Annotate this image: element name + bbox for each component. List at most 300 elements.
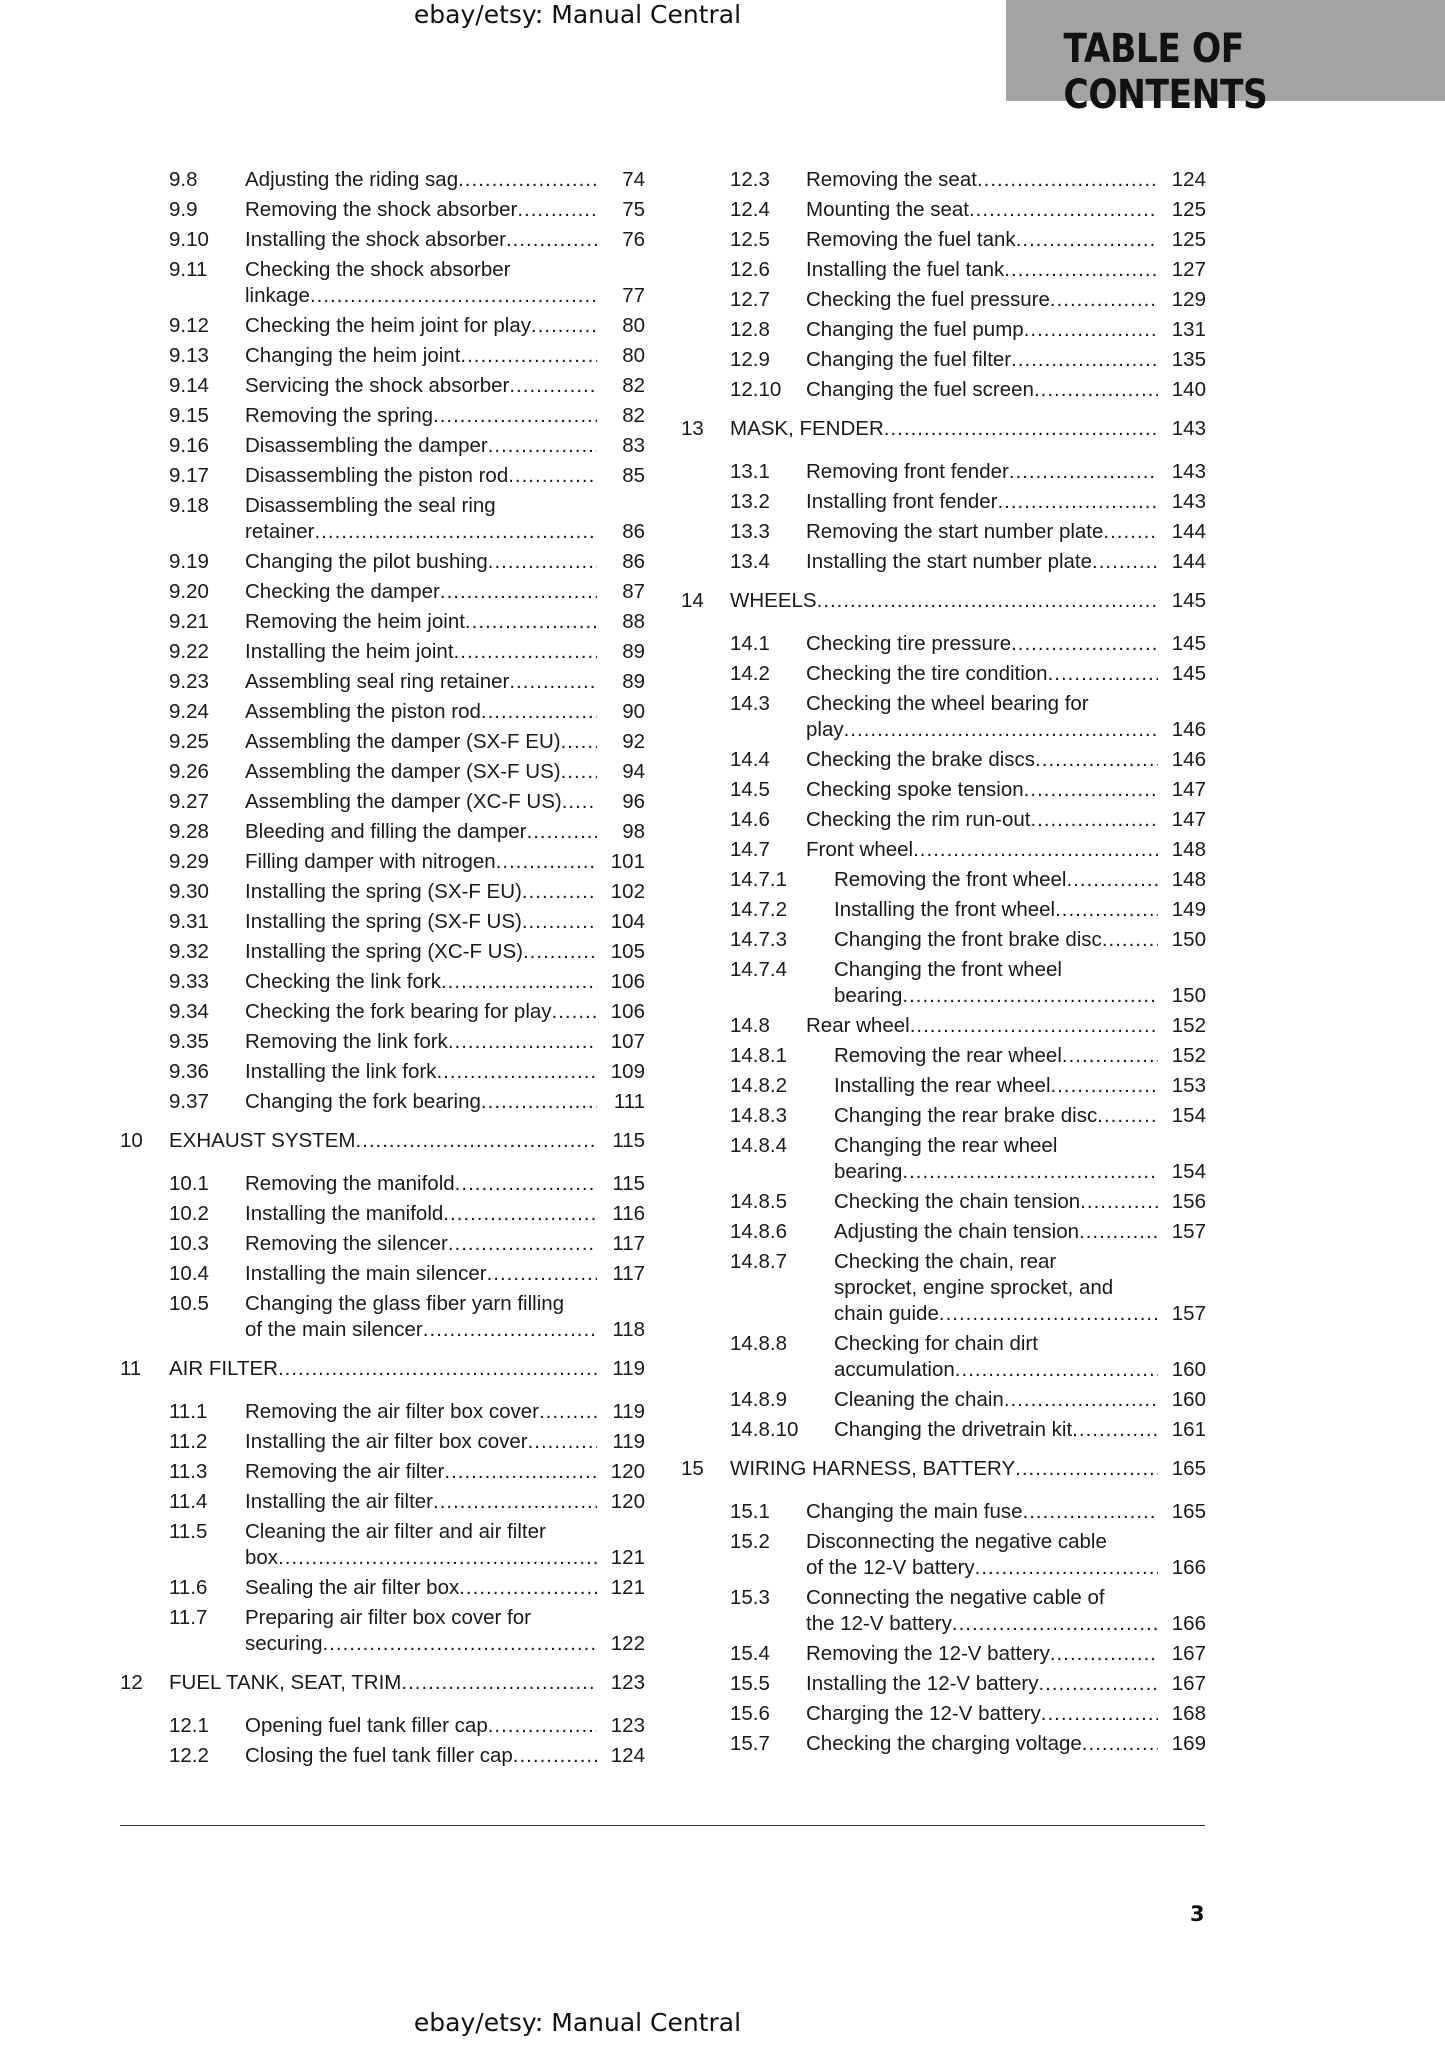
dot-leader (997, 489, 1158, 515)
toc-entry-number: 14.7 (730, 838, 770, 861)
toc-entry-title: Installing the air filter box cover (245, 1430, 528, 1453)
toc-entry[interactable] (120, 343, 645, 369)
dot-leader (1009, 459, 1158, 485)
dot-leader (508, 463, 597, 489)
dot-leader (401, 1670, 597, 1696)
toc-entry[interactable] (681, 519, 1206, 545)
toc-entry[interactable] (120, 1489, 645, 1515)
toc-chapter-entry[interactable] (681, 1456, 1206, 1482)
toc-entry-number: 11 (120, 1357, 142, 1380)
toc-entry-number: 10.3 (169, 1232, 209, 1255)
toc-entry-number: 9.13 (169, 344, 209, 367)
toc-entry[interactable] (120, 1291, 645, 1343)
toc-entry-page: 89 (622, 670, 645, 693)
toc-entry-number: 14.8.3 (730, 1104, 787, 1127)
toc-entry-number: 11.1 (169, 1400, 208, 1423)
toc-entry-title: Changing the fork bearing (245, 1090, 481, 1113)
toc-entry-title: Removing the shock absorber (245, 198, 518, 221)
dot-leader (969, 197, 1158, 223)
dot-leader (552, 999, 597, 1025)
toc-entry-title: MASK, FENDER (730, 417, 884, 440)
toc-entry[interactable] (120, 759, 645, 785)
toc-entry-page: 135 (1171, 348, 1206, 371)
footer-rule (120, 1825, 1205, 1826)
toc-entry-title: Checking the brake discs (806, 748, 1036, 771)
toc-entry-page: 152 (1171, 1044, 1206, 1067)
toc-entry-number: 15.2 (730, 1530, 770, 1553)
toc-entry[interactable] (120, 1605, 645, 1657)
toc-entry-number: 9.24 (169, 700, 209, 723)
toc-entry-title: Removing the air filter box cover (245, 1400, 539, 1423)
toc-left-column (120, 167, 645, 1773)
toc-entry-page: 125 (1171, 198, 1206, 221)
toc-entry[interactable] (120, 879, 645, 905)
toc-entry[interactable] (120, 433, 645, 459)
toc-entry-page: 149 (1171, 898, 1206, 921)
toc-entry[interactable] (120, 1029, 645, 1055)
toc-entry-number: 14.8.2 (730, 1074, 787, 1097)
toc-entry[interactable] (120, 939, 645, 965)
toc-entry-title: Removing the 12-V battery (806, 1642, 1050, 1665)
toc-entry[interactable] (120, 1059, 645, 1085)
toc-entry-number: 14.7.4 (730, 958, 787, 981)
toc-entry-page: 121 (610, 1546, 645, 1569)
toc-entry-title: Changing the pilot bushing (245, 550, 488, 573)
toc-entry-title: Checking the chain, rear (834, 1250, 1057, 1273)
toc-entry-page: 85 (622, 464, 645, 487)
toc-entry-number: 9.18 (169, 494, 209, 517)
toc-entry[interactable] (681, 1331, 1206, 1383)
toc-entry-number: 14.8.5 (730, 1190, 787, 1213)
toc-entry-page: 152 (1171, 1014, 1206, 1037)
toc-entry-number: 9.21 (169, 610, 209, 633)
dot-leader (1055, 897, 1158, 923)
toc-entry-number: 10.5 (169, 1292, 209, 1315)
toc-entry[interactable] (120, 1201, 645, 1227)
toc-entry-title: Cleaning the chain (834, 1388, 1004, 1411)
toc-entry-page: 117 (612, 1232, 645, 1255)
dot-leader (952, 1611, 1158, 1637)
dot-leader (460, 343, 597, 369)
dot-leader (433, 1489, 597, 1515)
toc-entry[interactable] (681, 1387, 1206, 1413)
toc-entry[interactable] (681, 377, 1206, 403)
dot-leader (278, 1545, 597, 1571)
toc-entry-page: 167 (1171, 1642, 1206, 1665)
toc-entry-number: 14.4 (730, 748, 770, 771)
toc-entry[interactable] (120, 1261, 645, 1287)
toc-entry-page: 148 (1171, 838, 1206, 861)
toc-entry-page: 157 (1171, 1220, 1206, 1243)
toc-entry-page: 146 (1171, 718, 1206, 741)
toc-entry-page: 145 (1171, 632, 1206, 655)
toc-entry[interactable] (681, 867, 1206, 893)
dot-leader (509, 373, 597, 399)
toc-entry-page: 150 (1171, 928, 1206, 951)
toc-entry-title: play (806, 718, 844, 741)
toc-entry-number: 10.1 (169, 1172, 209, 1195)
toc-entry-title: Changing the front brake disc (834, 928, 1102, 951)
toc-entry[interactable] (681, 1731, 1206, 1757)
toc-entry-page: 94 (622, 760, 645, 783)
toc-entry[interactable] (681, 459, 1206, 485)
toc-entry-title: Changing the main fuse (806, 1500, 1023, 1523)
toc-entry-title: Installing the rear wheel (834, 1074, 1051, 1097)
toc-entry-page: 121 (610, 1576, 645, 1599)
dot-leader (481, 699, 597, 725)
toc-entry-title: Changing the rear wheel (834, 1134, 1058, 1157)
toc-entry[interactable] (120, 1743, 645, 1769)
toc-entry[interactable] (120, 313, 645, 339)
toc-entry[interactable] (681, 167, 1206, 193)
toc-entry[interactable] (120, 699, 645, 725)
toc-entry[interactable] (681, 807, 1206, 833)
toc-entry-page: 119 (612, 1400, 645, 1423)
dot-leader (902, 1159, 1158, 1185)
toc-entry-page: 118 (612, 1318, 645, 1341)
toc-entry-number: 14.8.10 (730, 1418, 799, 1441)
toc-entry-title: of the 12-V battery (806, 1556, 975, 1579)
toc-entry-number: 9.8 (169, 168, 198, 191)
dot-leader (1011, 347, 1158, 373)
toc-entry[interactable] (120, 493, 645, 545)
toc-entry[interactable] (681, 1585, 1206, 1637)
toc-chapter-entry[interactable] (681, 588, 1206, 614)
toc-entry[interactable] (681, 1529, 1206, 1581)
toc-entry[interactable] (681, 1641, 1206, 1667)
dot-leader (561, 729, 597, 755)
toc-entry-number: 11.2 (169, 1430, 208, 1453)
toc-entry[interactable] (681, 1701, 1206, 1727)
dot-leader (278, 1356, 597, 1382)
toc-entry-title: Installing the spring (SX-F US) (245, 910, 522, 933)
toc-entry[interactable] (681, 1189, 1206, 1215)
toc-entry-number: 9.23 (169, 670, 209, 693)
dot-leader (1004, 257, 1158, 283)
toc-entry[interactable] (681, 1219, 1206, 1245)
header-title: TABLE OF CONTENTS (1063, 26, 1268, 118)
toc-entry[interactable] (120, 579, 645, 605)
toc-entry[interactable] (681, 1103, 1206, 1129)
toc-entry[interactable] (681, 1417, 1206, 1443)
toc-entry-title: AIR FILTER (169, 1357, 278, 1380)
toc-entry-title: Installing the link fork (245, 1060, 437, 1083)
toc-entry-page: 115 (612, 1129, 645, 1152)
dot-leader (1035, 747, 1158, 773)
dot-leader (465, 609, 597, 635)
toc-entry[interactable] (681, 489, 1206, 515)
toc-entry-number: 9.31 (169, 910, 209, 933)
toc-entry[interactable] (681, 347, 1206, 373)
dot-leader (1062, 1043, 1158, 1069)
toc-entry[interactable] (681, 897, 1206, 923)
toc-entry-page: 144 (1171, 520, 1206, 543)
toc-entry[interactable] (681, 317, 1206, 343)
dot-leader (488, 1713, 597, 1739)
dot-leader (817, 588, 1158, 614)
toc-entry[interactable] (681, 287, 1206, 313)
toc-entry-page: 115 (612, 1172, 645, 1195)
dot-leader (454, 639, 597, 665)
dot-leader (459, 1575, 597, 1601)
toc-entry[interactable] (681, 1043, 1206, 1069)
toc-entry-page: 156 (1171, 1190, 1206, 1213)
toc-entry-page: 160 (1171, 1388, 1206, 1411)
toc-entry-number: 11.3 (169, 1460, 208, 1483)
toc-entry-title: Assembling the damper (XC-F US) (245, 790, 562, 813)
dot-leader (1050, 287, 1158, 313)
toc-entry[interactable] (120, 549, 645, 575)
toc-entry[interactable] (681, 1499, 1206, 1525)
toc-entry[interactable] (120, 1575, 645, 1601)
toc-entry-title: Installing the air filter (245, 1490, 434, 1513)
dot-leader (444, 1459, 597, 1485)
toc-entry-title: Checking for chain dirt (834, 1332, 1038, 1355)
dot-leader (1023, 1499, 1158, 1525)
toc-entry-page: 131 (1171, 318, 1206, 341)
toc-entry[interactable] (681, 957, 1206, 1009)
dot-leader (310, 283, 597, 309)
toc-entry-number: 14.8.8 (730, 1332, 787, 1355)
dot-leader (1082, 1731, 1158, 1757)
toc-entry[interactable] (120, 167, 645, 193)
dot-leader (517, 197, 597, 223)
toc-entry-title: Disconnecting the negative cable (806, 1530, 1107, 1553)
toc-entry[interactable] (120, 1519, 645, 1571)
watermark-bottom: ebay/etsy: Manual Central (413, 2008, 742, 2037)
toc-entry[interactable] (120, 1429, 645, 1455)
toc-entry-title: Cleaning the air filter and air filter (245, 1520, 546, 1543)
toc-entry-number: 15.3 (730, 1586, 770, 1609)
toc-entry-page: 127 (1171, 258, 1206, 281)
toc-entry-number: 9.26 (169, 760, 209, 783)
toc-entry-title: retainer (245, 520, 315, 543)
dot-leader (522, 879, 597, 905)
toc-entry-page: 120 (610, 1490, 645, 1513)
toc-entry-page: 145 (1171, 589, 1206, 612)
toc-entry-title: Checking the charging voltage (806, 1732, 1082, 1755)
toc-entry[interactable] (120, 373, 645, 399)
toc-entry-title: Installing the manifold (245, 1202, 444, 1225)
toc-entry-title: Installing the spring (SX-F EU) (245, 880, 522, 903)
dot-leader (902, 983, 1158, 1009)
toc-entry[interactable] (120, 789, 645, 815)
toc-entry-title: Changing the fuel pump (806, 318, 1024, 341)
toc-entry[interactable] (120, 1399, 645, 1425)
toc-entry-page: 129 (1171, 288, 1206, 311)
toc-entry-title: Rear wheel (806, 1014, 910, 1037)
toc-entry-number: 13.3 (730, 520, 770, 543)
toc-entry-number: 13.4 (730, 550, 770, 573)
toc-entry-title: Front wheel (806, 838, 914, 861)
toc-entry-title: Removing the heim joint (245, 610, 465, 633)
toc-entry-title: Removing the air filter (245, 1460, 445, 1483)
toc-entry-title: Checking the chain tension (834, 1190, 1081, 1213)
toc-entry-page: 82 (622, 374, 645, 397)
toc-entry-title: Disassembling the damper (245, 434, 488, 457)
dot-leader (1004, 1387, 1158, 1413)
toc-entry[interactable] (120, 819, 645, 845)
toc-entry[interactable] (681, 777, 1206, 803)
dot-leader (844, 717, 1158, 743)
toc-entry-page: 96 (622, 790, 645, 813)
dot-leader (1030, 807, 1158, 833)
toc-entry-title: Filling damper with nitrogen (245, 850, 496, 873)
page-number: 3 (1190, 1902, 1205, 1926)
toc-entry[interactable] (120, 1459, 645, 1485)
toc-entry-number: 14.2 (730, 662, 770, 685)
toc-entry[interactable] (681, 631, 1206, 657)
toc-entry-number: 9.10 (169, 228, 209, 251)
toc-entry-page: 123 (610, 1714, 645, 1737)
toc-entry[interactable] (681, 1671, 1206, 1697)
toc-entry-number: 12.8 (730, 318, 770, 341)
dot-leader (1097, 1103, 1158, 1129)
toc-entry-title: Installing the start number plate (806, 550, 1093, 573)
dot-leader (1072, 1417, 1158, 1443)
toc-entry-title: accumulation (834, 1358, 955, 1381)
toc-entry[interactable] (120, 669, 645, 695)
toc-entry-number: 14.8.7 (730, 1250, 787, 1273)
toc-entry-title: Changing the glass fiber yarn filling (245, 1292, 565, 1315)
toc-entry-title: Changing the rear brake disc (834, 1104, 1098, 1127)
toc-entry-number: 14.8.6 (730, 1220, 787, 1243)
toc-entry[interactable] (681, 927, 1206, 953)
toc-entry[interactable] (120, 729, 645, 755)
toc-entry-title: Installing the front wheel (834, 898, 1056, 921)
toc-entry[interactable] (681, 747, 1206, 773)
toc-entry-page: 92 (622, 730, 645, 753)
toc-entry-title: Installing the spring (XC-F US) (245, 940, 523, 963)
toc-entry[interactable] (120, 403, 645, 429)
toc-entry[interactable] (681, 197, 1206, 223)
toc-entry-number: 9.9 (169, 198, 198, 221)
toc-entry[interactable] (120, 1089, 645, 1115)
toc-entry[interactable] (120, 999, 645, 1025)
toc-entry-number: 9.37 (169, 1090, 209, 1113)
toc-entry-number: 13 (681, 417, 704, 440)
toc-entry-page: 98 (622, 820, 645, 843)
toc-entry-title: Checking the link fork (245, 970, 441, 993)
toc-entry-title: of the main silencer (245, 1318, 423, 1341)
toc-entry-number: 12.1 (169, 1714, 209, 1737)
dot-leader (323, 1631, 598, 1657)
toc-entry-title: Checking the fuel pressure (806, 288, 1050, 311)
toc-entry-title: Installing the heim joint (245, 640, 454, 663)
toc-entry[interactable] (120, 969, 645, 995)
toc-entry-title: EXHAUST SYSTEM (169, 1129, 356, 1152)
toc-entry-page: 166 (1171, 1556, 1206, 1579)
toc-entry[interactable] (681, 1133, 1206, 1185)
toc-entry-title: box (245, 1546, 279, 1569)
toc-entry-number: 9.25 (169, 730, 209, 753)
toc-entry-title: Removing front fender (806, 460, 1009, 483)
toc-entry[interactable] (120, 1713, 645, 1739)
toc-entry[interactable] (120, 639, 645, 665)
toc-entry-page: 75 (622, 198, 645, 221)
toc-entry[interactable] (681, 837, 1206, 863)
toc-entry-title: Sealing the air filter box (245, 1576, 460, 1599)
toc-entry[interactable] (681, 549, 1206, 575)
toc-entry-page: 143 (1171, 417, 1206, 440)
toc-entry[interactable] (681, 691, 1206, 743)
toc-entry[interactable] (681, 1073, 1206, 1099)
toc-entry[interactable] (120, 227, 645, 253)
toc-entry-title: Removing the link fork (245, 1030, 448, 1053)
toc-chapter-entry[interactable] (120, 1356, 645, 1382)
toc-chapter-entry[interactable] (120, 1128, 645, 1154)
toc-entry[interactable] (120, 197, 645, 223)
toc-entry-title: Installing the 12-V battery (806, 1672, 1039, 1695)
toc-entry-title: Connecting the negative cable of (806, 1586, 1105, 1609)
toc-entry[interactable] (120, 1171, 645, 1197)
dot-leader (448, 1231, 597, 1257)
toc-entry-number: 9.36 (169, 1060, 209, 1083)
toc-entry-title: Assembling the damper (SX-F EU) (245, 730, 561, 753)
toc-entry-page: 145 (1171, 662, 1206, 685)
toc-entry-page: 167 (1171, 1672, 1206, 1695)
toc-entry[interactable] (681, 1249, 1206, 1327)
toc-entry-number: 9.15 (169, 404, 209, 427)
dot-leader (481, 1089, 597, 1115)
toc-entry-title: Assembling the damper (SX-F US) (245, 760, 561, 783)
toc-entry-title: Changing the fuel screen (806, 378, 1034, 401)
toc-entry[interactable] (681, 257, 1206, 283)
toc-entry-title: Removing the start number plate (806, 520, 1104, 543)
toc-entry-number: 12.10 (730, 378, 782, 401)
toc-entry[interactable] (681, 661, 1206, 687)
toc-entry[interactable] (120, 609, 645, 635)
toc-entry[interactable] (120, 257, 645, 309)
toc-entry-number: 9.17 (169, 464, 209, 487)
toc-entry[interactable] (120, 463, 645, 489)
toc-entry-page: 143 (1171, 460, 1206, 483)
toc-entry-number: 12.7 (730, 288, 770, 311)
toc-entry[interactable] (681, 1013, 1206, 1039)
toc-entry-number: 10.4 (169, 1262, 209, 1285)
toc-entry-page: 74 (622, 168, 645, 191)
toc-chapter-entry[interactable] (120, 1670, 645, 1696)
toc-entry[interactable] (120, 1231, 645, 1257)
toc-entry-number: 14.3 (730, 692, 770, 715)
dot-leader (1015, 1456, 1158, 1482)
dot-leader (441, 969, 597, 995)
toc-entry-number: 9.12 (169, 314, 209, 337)
toc-entry-number: 12.9 (730, 348, 770, 371)
toc-entry-title: Removing the rear wheel (834, 1044, 1062, 1067)
toc-entry[interactable] (120, 849, 645, 875)
dot-leader (531, 313, 597, 339)
dot-leader (910, 1013, 1158, 1039)
toc-entry-title: Disassembling the seal ring (245, 494, 496, 517)
toc-entry-page: 144 (1171, 550, 1206, 573)
toc-entry[interactable] (681, 227, 1206, 253)
toc-entry-title: bearing (834, 1160, 903, 1183)
toc-entry[interactable] (120, 909, 645, 935)
toc-entry-title: chain guide (834, 1302, 939, 1325)
toc-entry-number: 12.5 (730, 228, 770, 251)
toc-entry-number: 14.1 (730, 632, 770, 655)
dot-leader (496, 849, 597, 875)
toc-entry-number: 9.20 (169, 580, 209, 603)
dot-leader (506, 227, 597, 253)
toc-entry-page: 122 (610, 1632, 645, 1655)
toc-entry-title: Removing the silencer (245, 1232, 448, 1255)
toc-entry-title: Installing front fender (806, 490, 998, 513)
toc-entry-page: 166 (1171, 1612, 1206, 1635)
toc-chapter-entry[interactable] (681, 416, 1206, 442)
toc-entry-page: 160 (1171, 1358, 1206, 1381)
